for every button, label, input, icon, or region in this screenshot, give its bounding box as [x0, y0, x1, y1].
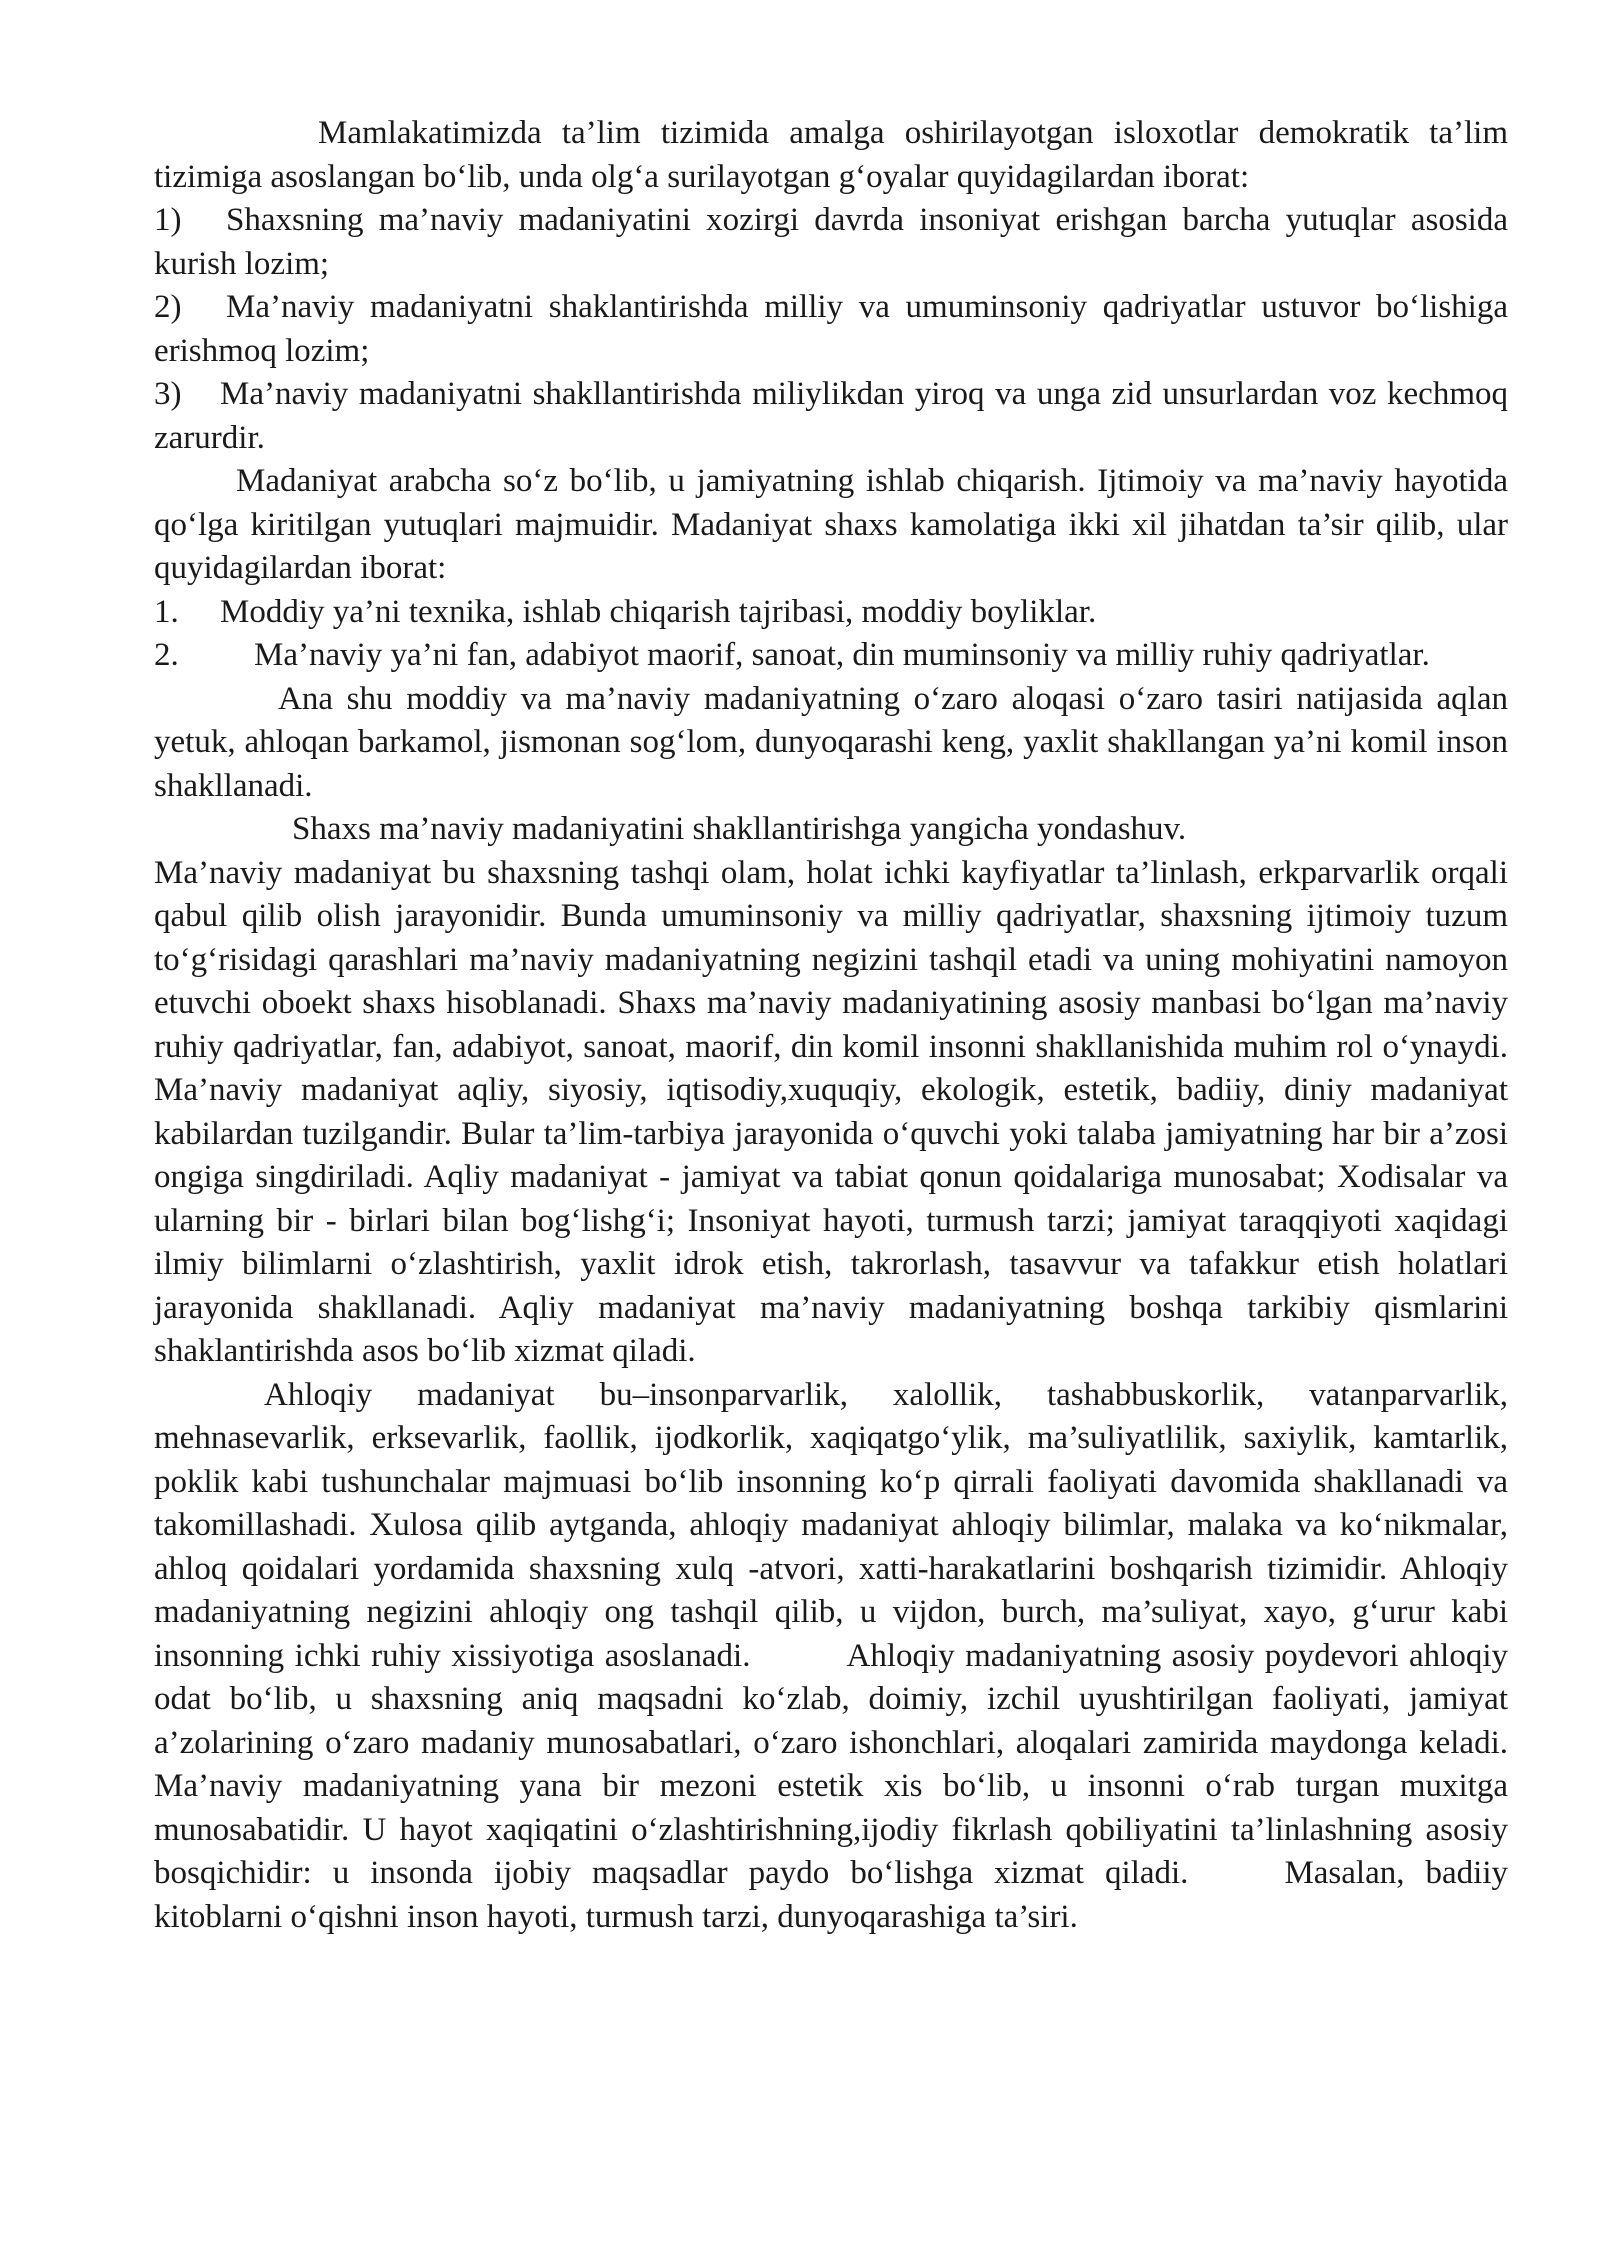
list-number: 3) — [154, 376, 182, 412]
list-number: 2) — [154, 289, 182, 325]
list-item-text: Moddiy ya’ni texnika, ishlab chiqarish tajribasi, moddiy boyliklar. — [220, 593, 1097, 630]
list-item — [154, 286, 1508, 373]
list-item-text: Ma’naviy ya’ni fan, adabiyot maorif, sanoat, din muminsoniy va milliy ruhiy qadriyatlar. — [254, 637, 1430, 673]
paragraph-ana-shu: Ana shu moddiy va ma’naviy madaniyatning o‘zaro aloqasi o‘zaro tasiri natijasida aqlan yetuk, ahloqan barkamol, jismonan sog‘lom, dunyoqarashi keng, yaxlit shakllangan ya’ni komil inson shakllanadi. — [154, 680, 1508, 804]
list-number: 2. — [154, 637, 179, 673]
paragraph-ahloqiy-part1: Ahloqiy madaniyat bu–insonparvarlik, xalollik, tashabbuskorlik, vatanparvarlik, mehnasevarlik, erksevarlik, faollik, ijodkorlik, xaqiqatgo‘ylik, ma’suliyatlilik, saxiylik, kamtarlik, poklik kabi tushunchalar majmuasi bo‘lib insonning ko‘p qirrali faoliyati davomida shakllanadi va takomillashadi. Xulosa qilib aytganda, ahloqiy madaniyat ahloqiy bilimlar, malaka va ko‘nikmalar, ahloq qoidalari yordamida shaxsning xulq -atvori, xatti-harakatlarini boshqarish tizimidir. Ahloqiy madaniyatning negizini ahloqiy ong tashqil qilib, u vijdon, burch, ma’suliyat, xayo, g‘urur kabi insonning ichki ruhiy xissiyotiga asoslanadi. — [154, 1376, 1508, 1674]
list-item — [154, 634, 1508, 678]
list-item-text: Ma’naviy madaniyatni shakllantirishda miliylikdan yiroq va unga zid unsurlardan voz kechmoq zarurdir. — [154, 376, 1508, 456]
paragraph-ahloqiy — [154, 1374, 1508, 1940]
paragraph-ahloqiy-part2: Ahloqiy madaniyatning asosiy poydevori ahloqiy odat bo‘lib, u shaxsning aniq maqsadni ko‘zlab, doimiy, izchil uyushtirilgan faoliyati, jamiyat a’zolarining o‘zaro madaniy munosabatlari, o‘zaro ishonchlari, aloqalari zamirida maydonga keladi. Ma’naviy madaniyatning yana bir mezoni estetik xis bo‘lib, u insonni o‘rab turgan muxitga munosabatidir. U hayot xaqiqatini o‘zlashtirishning,ijodiy fikrlash qobiliyatini ta’linlashning asosiy bosqichidir: u insonda ijobiy maqsadlar paydo bo‘lishga xizmat qiladi. — [154, 1637, 1508, 1891]
paragraph-intro: Mamlakatimizda ta’lim tizimida amalga oshirilayotgan isloxotlar demokratik ta’lim tizimiga asoslangan bo‘lib, unda olg‘a surilayotgan g‘oyalar quyidagilardan iborat: — [154, 115, 1508, 195]
list-number: 1) — [154, 202, 182, 238]
section-heading: Shaxs ma’naviy madaniyatini shakllantirishga yangicha yondashuv. — [292, 811, 1187, 847]
paragraph-madaniyat: Madaniyat arabcha so‘z bo‘lib, u jamiyatning ishlab chiqarish. Ijtimoiy va ma’naviy hayotida qo‘lga kiritilgan yutuqlari majmuidir. Madaniyat shaxs kamolatiga ikki xil jihatdan ta’sir qilib, ular quyidagilardan iborat: — [154, 463, 1508, 586]
list-item — [154, 373, 1508, 460]
list-item-text: Ma’naviy madaniyatni shaklantirishda milliy va umuminsoniy qadriyatlar ustuvor bo‘lishiga erishmoq lozim; — [154, 289, 1508, 369]
paragraph-manaviy-madaniyat: Ma’naviy madaniyat bu shaxsning tashqi olam, holat ichki kayfiyatlar ta’linlash, erkparvarlik orqali qabul qilib olish jarayonidir. Bunda umuminsoniy va milliy qadriyatlar, shaxsning ijtimoiy tuzum to‘g‘risidagi qarashlari ma’naviy madaniyatning negizini tashqil etadi va uning mohiyatini namoyon etuvchi oboekt shaxs hisoblanadi. Shaxs ma’naviy madaniyatining asosiy manbasi bo‘lgan ma’naviy ruhiy qadriyatlar, fan, adabiyot, sanoat, maorif, din komil insonni shakllanishida muhim rol o‘ynaydi. Ma’naviy madaniyat aqliy, siyosiy, iqtisodiy,xuquqiy, ekologik, estetik, badiiy, diniy madaniyat kabilardan tuzilgandir. Bular ta’lim-tarbiya jarayonida o‘quvchi yoki talaba jamiyatning har bir a’zosi ongiga singdiriladi. Aqliy madaniyat - jamiyat va tabiat qonun qoidalariga munosabat; Xodisalar va ularning bir - birlari bilan bog‘lishg‘i; Insoniyat hayoti, turmush tarzi; jamiyat taraqqiyoti xaqidagi ilmiy bilimlarni o‘zlashtirish, yaxlit idrok etish, takrorlash, tasavvur va tafakkur etish holatlari jarayonida shakllanadi. Aqliy madaniyat ma’naviy madaniyatning boshqa tarkibiy qismlarini shaklantirishda asos bo‘lib xizmat qiladi. — [154, 854, 1508, 1369]
list-number: 1. — [154, 593, 179, 630]
list-item — [154, 199, 1508, 286]
list-item — [154, 591, 1508, 635]
list-item-text: Shaxsning ma’naviy madaniyatini xozirgi davrda insoniyat erishgan barcha yutuqlar asosida kurish lozim; — [154, 202, 1508, 282]
document-page — [154, 112, 1508, 1939]
paragraph-ahloqiy-part3: Masalan, badiiy kitoblarni o‘qishni inson hayoti, turmush tarzi, dunyoqarashiga ta’siri. — [154, 1855, 1509, 1935]
